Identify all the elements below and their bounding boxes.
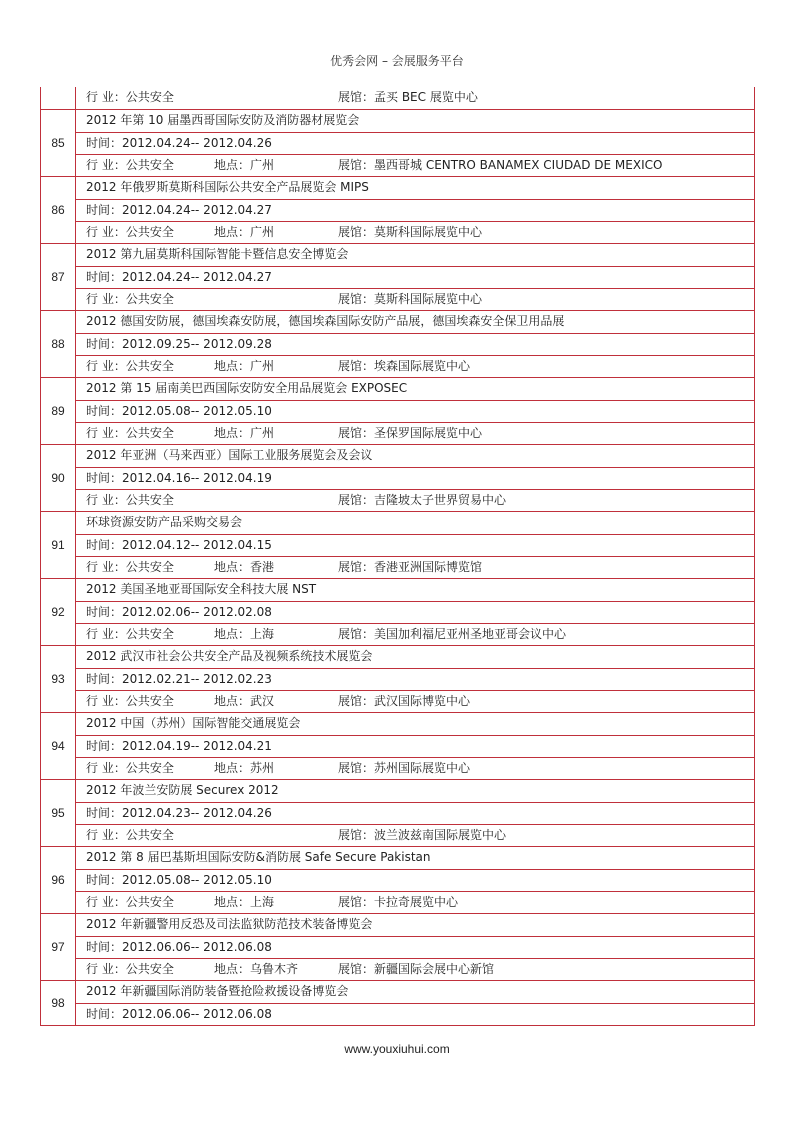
entry-number: 90 (41, 445, 76, 511)
entry-title: 2012 年波兰安防展 Securex 2012 (86, 783, 279, 797)
entry-title: 2012 第 8 届巴基斯坦国际安防&消防展 Safe Secure Pakistan (86, 850, 431, 864)
info-line (76, 422, 754, 444)
list-item (41, 377, 754, 444)
info-line (76, 489, 754, 511)
entry-title: 2012 第九届莫斯科国际智能卡暨信息安全博览会 (86, 247, 349, 261)
venue-text: 展馆：莫斯科国际展览中心 (338, 225, 483, 239)
industry-text: 行 业：公共安全 (86, 493, 174, 507)
info-line (76, 288, 754, 310)
info-line (76, 757, 754, 779)
industry-text: 行 业：公共安全 (86, 761, 174, 775)
location-text: 地点：上海 (214, 627, 275, 641)
list-item (41, 176, 754, 243)
entry-time: 时间：2012.04.19-- 2012.04.21 (76, 735, 754, 757)
list-item (41, 444, 754, 511)
venue-text: 展馆：埃森国际展览中心 (338, 359, 471, 373)
entry-time: 时间：2012.05.08-- 2012.05.10 (76, 400, 754, 422)
page-header: 优秀会网 – 会展服务平台 (330, 54, 464, 68)
entry-number: 92 (41, 579, 76, 645)
location-text: 地点：广州 (214, 158, 275, 172)
list-item (41, 913, 754, 980)
entry-time: 时间：2012.04.12-- 2012.04.15 (76, 534, 754, 556)
info-line (76, 623, 754, 645)
entry-number: 91 (41, 512, 76, 578)
entry-title: 2012 美国圣地亚哥国际安全科技大展 NST (86, 582, 317, 596)
location-text: 地点：广州 (214, 225, 275, 239)
entry-number: 89 (41, 378, 76, 444)
info-line (76, 87, 754, 109)
entry-title: 2012 武汉市社会公共安全产品及视频系统技术展览会 (86, 649, 373, 663)
entry-number: 98 (41, 981, 76, 1025)
entry-time: 时间：2012.09.25-- 2012.09.28 (76, 333, 754, 355)
info-line (76, 958, 754, 980)
venue-text: 展馆：孟买 BEC 展览中心 (338, 90, 478, 104)
venue-text: 展馆：莫斯科国际展览中心 (338, 292, 483, 306)
entry-title: 2012 年俄罗斯莫斯科国际公共安全产品展览会 MIPS (86, 180, 369, 194)
entry-time: 时间：2012.02.06-- 2012.02.08 (76, 601, 754, 623)
entry-title: 2012 中国（苏州）国际智能交通展览会 (86, 716, 301, 730)
list-item (41, 712, 754, 779)
industry-text: 行 业：公共安全 (86, 962, 174, 976)
venue-text: 展馆：美国加利福尼亚州圣地亚哥会议中心 (338, 627, 567, 641)
industry-text: 行 业：公共安全 (86, 90, 174, 104)
location-text: 地点：苏州 (214, 761, 275, 775)
list-item (41, 578, 754, 645)
venue-text: 展馆：苏州国际展览中心 (338, 761, 471, 775)
entry-time: 时间：2012.04.23-- 2012.04.26 (76, 802, 754, 824)
entry-title: 2012 德国安防展，德国埃森安防展，德国埃森国际安防产品展，德国埃森安全保卫用品展 (86, 314, 565, 328)
list-item (41, 87, 754, 109)
info-line (76, 690, 754, 712)
industry-text: 行 业：公共安全 (86, 359, 174, 373)
entry-title: 环球资源安防产品采购交易会 (86, 515, 243, 529)
venue-text: 展馆：墨西哥城 CENTRO BANAMEX CIUDAD DE MEXICO (338, 158, 663, 172)
entry-time: 时间：2012.02.21-- 2012.02.23 (76, 668, 754, 690)
location-text: 地点：广州 (214, 426, 275, 440)
page-footer: www.youxiuhui.com (344, 1042, 450, 1056)
entry-time: 时间：2012.06.06-- 2012.06.08 (76, 936, 754, 958)
list-item (41, 980, 754, 1025)
entry-time: 时间：2012.04.16-- 2012.04.19 (76, 467, 754, 489)
entry-title: 2012 年亚洲（马来西亚）国际工业服务展览会及会议 (86, 448, 373, 462)
industry-text: 行 业：公共安全 (86, 627, 174, 641)
list-item (41, 310, 754, 377)
location-text: 地点：香港 (214, 560, 275, 574)
info-line (76, 355, 754, 377)
entry-number: 96 (41, 847, 76, 913)
location-text: 地点：上海 (214, 895, 275, 909)
entry-time: 时间：2012.06.06-- 2012.06.08 (76, 1003, 754, 1025)
venue-text: 展馆：香港亚洲国际博览馆 (338, 560, 483, 574)
entry-number (41, 87, 76, 109)
entry-number: 93 (41, 646, 76, 712)
entry-time: 时间：2012.04.24-- 2012.04.26 (76, 132, 754, 154)
list-item (41, 243, 754, 310)
industry-text: 行 业：公共安全 (86, 694, 174, 708)
entry-time: 时间：2012.05.08-- 2012.05.10 (76, 869, 754, 891)
list-item (41, 109, 754, 176)
info-line (76, 891, 754, 913)
industry-text: 行 业：公共安全 (86, 828, 174, 842)
venue-text: 展馆：卡拉奇展览中心 (338, 895, 459, 909)
venue-text: 展馆：波兰波兹南国际展览中心 (338, 828, 507, 842)
entry-title: 2012 年第 10 届墨西哥国际安防及消防器材展览会 (86, 113, 360, 127)
info-line (76, 556, 754, 578)
list-item (41, 645, 754, 712)
venue-text: 展馆：吉隆坡太子世界贸易中心 (338, 493, 507, 507)
venue-text: 展馆：新疆国际会展中心新馆 (338, 962, 495, 976)
entry-time: 时间：2012.04.24-- 2012.04.27 (76, 266, 754, 288)
entry-time: 时间：2012.04.24-- 2012.04.27 (76, 199, 754, 221)
list-item (41, 511, 754, 578)
entry-number: 97 (41, 914, 76, 980)
venue-text: 展馆：圣保罗国际展览中心 (338, 426, 483, 440)
info-line (76, 221, 754, 243)
entry-number: 94 (41, 713, 76, 779)
industry-text: 行 业：公共安全 (86, 895, 174, 909)
entry-title: 2012 第 15 届南美巴西国际安防安全用品展览会 EXPOSEC (86, 381, 408, 395)
industry-text: 行 业：公共安全 (86, 158, 174, 172)
industry-text: 行 业：公共安全 (86, 225, 174, 239)
exhibition-list (40, 87, 755, 1026)
industry-text: 行 业：公共安全 (86, 292, 174, 306)
location-text: 地点：广州 (214, 359, 275, 373)
entry-title: 2012 年新疆国际消防装备暨抢险救援设备博览会 (86, 984, 349, 998)
location-text: 地点：乌鲁木齐 (214, 962, 299, 976)
entry-title: 2012 年新疆警用反恐及司法监狱防范技术装备博览会 (86, 917, 373, 931)
industry-text: 行 业：公共安全 (86, 560, 174, 574)
info-line (76, 154, 754, 176)
list-item (41, 846, 754, 913)
info-line (76, 824, 754, 846)
entry-number: 88 (41, 311, 76, 377)
industry-text: 行 业：公共安全 (86, 426, 174, 440)
list-item (41, 779, 754, 846)
venue-text: 展馆：武汉国际博览中心 (338, 694, 471, 708)
entry-number: 95 (41, 780, 76, 846)
entry-number: 87 (41, 244, 76, 310)
entry-number: 86 (41, 177, 76, 243)
location-text: 地点：武汉 (214, 694, 275, 708)
entry-number: 85 (41, 110, 76, 176)
